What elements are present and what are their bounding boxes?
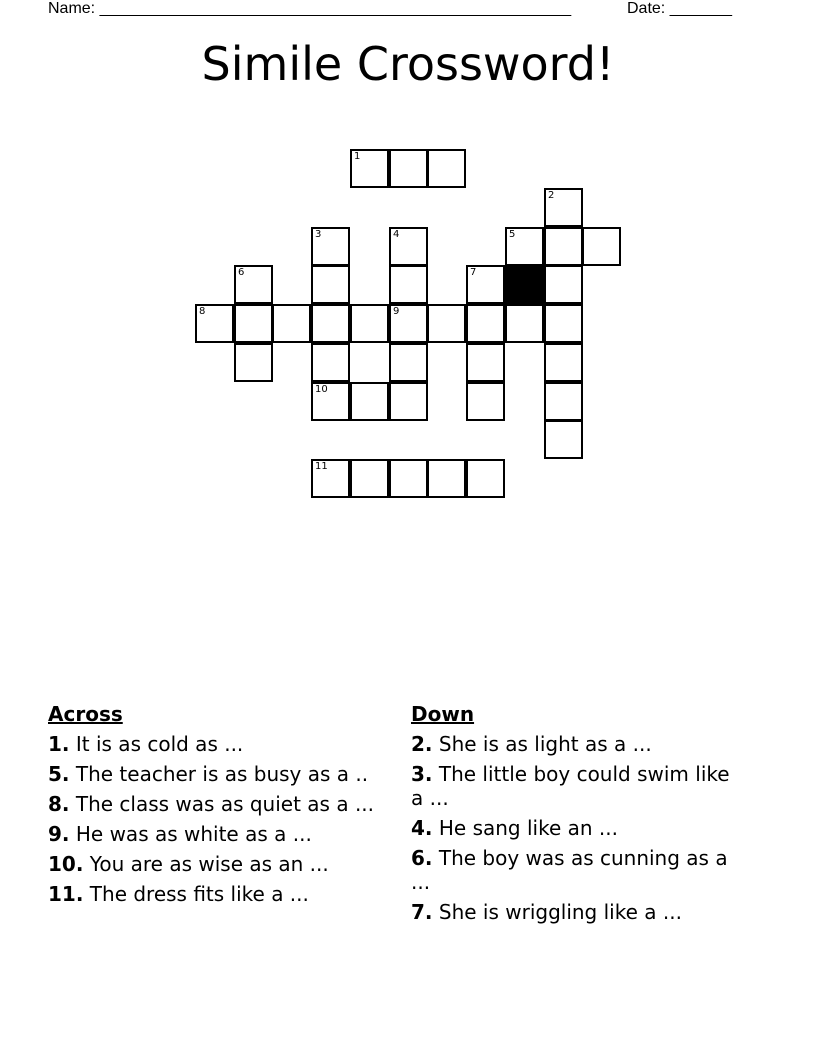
clue-text: The class was as quiet as a ... <box>75 792 375 816</box>
clue-number-label: 8 <box>199 306 206 317</box>
clue-text: The dress fits like a ... <box>89 882 309 906</box>
crossword-cell[interactable] <box>389 149 428 188</box>
clue-across-1 <box>48 732 376 756</box>
clue-down-4 <box>411 816 741 840</box>
crossword-cell[interactable] <box>389 382 428 421</box>
crossword-cell[interactable] <box>389 265 428 304</box>
page-title: Simile Crossword! <box>201 37 615 91</box>
clue-text: You are as wise as an ... <box>89 852 329 876</box>
clue-number-label: 10 <box>315 384 328 395</box>
clue-across-5 <box>48 762 376 786</box>
crossword-cell[interactable] <box>350 304 389 343</box>
date-field-line[interactable]: Date: _______ <box>627 0 732 17</box>
crossword-cell[interactable] <box>544 227 583 266</box>
clue-text: He sang like an ... <box>438 816 618 840</box>
clue-down-2 <box>411 732 741 756</box>
clue-across-10 <box>48 852 376 876</box>
crossword-cell[interactable] <box>350 149 389 188</box>
clue-number-label: 3 <box>315 229 322 240</box>
crossword-cell[interactable] <box>466 343 505 382</box>
crossword-cell[interactable] <box>234 343 273 382</box>
crossword-cell[interactable] <box>234 265 273 304</box>
clue-number-label: 6 <box>238 267 245 278</box>
clue-text: The little boy could swim like a ... <box>411 762 730 810</box>
clue-across-11 <box>48 882 376 906</box>
clue-text: She is as light as a ... <box>438 732 652 756</box>
name-field-line[interactable]: Name: _____________________________________________________ <box>48 0 572 17</box>
across-clues <box>48 702 376 912</box>
down-heading: Down <box>411 702 475 726</box>
crossword-cell[interactable] <box>505 304 544 343</box>
crossword-cell[interactable] <box>427 304 466 343</box>
crossword-cell[interactable] <box>544 343 583 382</box>
clue-number: 3. <box>411 762 433 786</box>
crossword-cell[interactable] <box>350 459 389 498</box>
clue-number-label: 5 <box>509 229 516 240</box>
down-clues <box>411 702 741 930</box>
crossword-cell[interactable] <box>195 304 234 343</box>
crossword-cell[interactable] <box>582 227 621 266</box>
clue-number-label: 11 <box>315 461 328 472</box>
clue-number: 2. <box>411 732 433 756</box>
crossword-cell[interactable] <box>505 227 544 266</box>
crossword-cell[interactable] <box>311 265 350 304</box>
crossword-block <box>505 265 544 304</box>
crossword-cell[interactable] <box>389 227 428 266</box>
crossword-cell[interactable] <box>311 459 350 498</box>
crossword-cell[interactable] <box>311 343 350 382</box>
clue-number: 7. <box>411 900 433 924</box>
crossword-cell[interactable] <box>311 304 350 343</box>
crossword-cell[interactable] <box>350 382 389 421</box>
clue-number: 8. <box>48 792 70 816</box>
crossword-cell[interactable] <box>466 459 505 498</box>
clue-text: The boy was as cunning as a ... <box>411 846 728 894</box>
clue-number: 11. <box>48 882 84 906</box>
clue-across-8 <box>48 792 376 816</box>
clue-number-label: 4 <box>393 229 400 240</box>
crossword-cell[interactable] <box>466 382 505 421</box>
crossword-cell[interactable] <box>311 382 350 421</box>
crossword-cell[interactable] <box>234 304 273 343</box>
clue-number: 10. <box>48 852 84 876</box>
crossword-cell[interactable] <box>272 304 311 343</box>
crossword-cell[interactable] <box>427 459 466 498</box>
crossword-cell[interactable] <box>389 459 428 498</box>
clue-number: 1. <box>48 732 70 756</box>
crossword-cell[interactable] <box>544 265 583 304</box>
crossword-cell[interactable] <box>466 304 505 343</box>
clue-number-label: 1 <box>354 151 361 162</box>
crossword-cell[interactable] <box>466 265 505 304</box>
clue-number-label: 2 <box>548 190 555 201</box>
clue-across-9 <box>48 822 376 846</box>
crossword-cell[interactable] <box>311 227 350 266</box>
clue-text: The teacher is as busy as a .. <box>75 762 369 786</box>
crossword-cell[interactable] <box>544 382 583 421</box>
clue-number: 6. <box>411 846 433 870</box>
clue-down-7 <box>411 900 741 924</box>
clue-number-label: 7 <box>470 267 477 278</box>
crossword-cell[interactable] <box>389 304 428 343</box>
crossword-cell[interactable] <box>544 420 583 459</box>
clue-down-6 <box>411 846 741 894</box>
crossword-cell[interactable] <box>544 188 583 227</box>
crossword-cell[interactable] <box>544 304 583 343</box>
crossword-cell[interactable] <box>389 343 428 382</box>
clue-down-3 <box>411 762 741 810</box>
crossword-cell[interactable] <box>427 149 466 188</box>
clue-number: 4. <box>411 816 433 840</box>
clue-number: 9. <box>48 822 70 846</box>
clue-number: 5. <box>48 762 70 786</box>
across-heading: Across <box>48 702 123 726</box>
clue-text: It is as cold as ... <box>75 732 244 756</box>
crossword-grid <box>0 0 816 520</box>
clue-text: He was as white as a ... <box>75 822 312 846</box>
clue-number-label: 9 <box>393 306 400 317</box>
clue-text: She is wriggling like a ... <box>438 900 682 924</box>
